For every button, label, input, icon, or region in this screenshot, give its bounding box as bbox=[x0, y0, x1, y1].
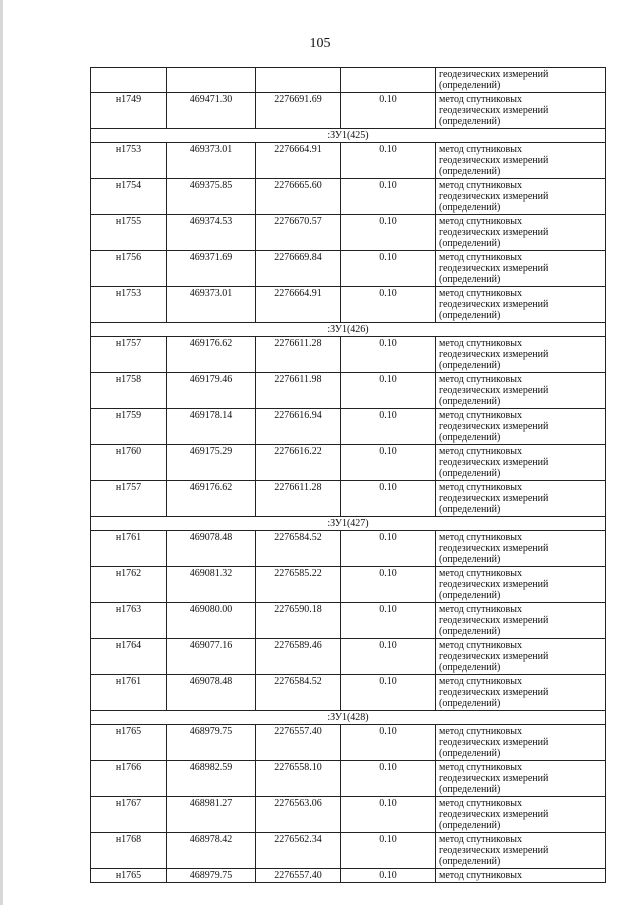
method-line: (определений) bbox=[439, 468, 501, 479]
method-line: (определений) bbox=[439, 274, 501, 285]
point-id-cell: н1765 bbox=[91, 869, 167, 883]
method-line: метод спутниковых bbox=[439, 726, 522, 737]
accuracy-cell: 0.10 bbox=[341, 675, 436, 711]
method-cell bbox=[436, 179, 606, 215]
accuracy-cell: 0.10 bbox=[341, 445, 436, 481]
y-coordinate-cell: 2276589.46 bbox=[256, 639, 341, 675]
x-coordinate-cell: 469373.01 bbox=[167, 143, 256, 179]
accuracy-cell: 0.10 bbox=[341, 373, 436, 409]
method-line: геодезических измерений bbox=[439, 263, 549, 274]
method-cell bbox=[436, 409, 606, 445]
group-label: :ЗУ1(425) bbox=[91, 129, 606, 143]
method-line: метод спутниковых bbox=[439, 798, 522, 809]
method-line: геодезических измерений bbox=[439, 651, 549, 662]
table-row bbox=[91, 531, 606, 567]
method-cell bbox=[436, 797, 606, 833]
method-line: геодезических измерений bbox=[439, 155, 549, 166]
accuracy-cell: 0.10 bbox=[341, 287, 436, 323]
method-cell bbox=[436, 603, 606, 639]
table-row bbox=[91, 603, 606, 639]
point-id-cell: н1762 bbox=[91, 567, 167, 603]
method-cell bbox=[436, 337, 606, 373]
method-line: (определений) bbox=[439, 360, 501, 371]
method-line: геодезических измерений bbox=[439, 227, 549, 238]
method-line: геодезических измерений bbox=[439, 615, 549, 626]
method-line: метод спутниковых bbox=[439, 762, 522, 773]
table-row bbox=[91, 179, 606, 215]
method-line: метод спутниковых bbox=[439, 144, 522, 155]
method-line: метод спутниковых bbox=[439, 640, 522, 651]
method-line: геодезических измерений bbox=[439, 773, 549, 784]
method-cell bbox=[436, 445, 606, 481]
y-coordinate-cell: 2276611.28 bbox=[256, 337, 341, 373]
point-id-cell: н1761 bbox=[91, 531, 167, 567]
table-row bbox=[91, 567, 606, 603]
x-coordinate-cell bbox=[167, 68, 256, 93]
method-line: метод спутниковых bbox=[439, 604, 522, 615]
method-line: (определений) bbox=[439, 80, 501, 91]
accuracy-cell: 0.10 bbox=[341, 337, 436, 373]
x-coordinate-cell: 469176.62 bbox=[167, 337, 256, 373]
method-line: (определений) bbox=[439, 856, 501, 867]
method-line: (определений) bbox=[439, 310, 501, 321]
method-line: (определений) bbox=[439, 748, 501, 759]
table-row bbox=[91, 675, 606, 711]
point-id-cell: н1757 bbox=[91, 337, 167, 373]
accuracy-cell: 0.10 bbox=[341, 725, 436, 761]
group-row bbox=[91, 517, 606, 531]
y-coordinate-cell: 2276611.28 bbox=[256, 481, 341, 517]
y-coordinate-cell: 2276585.22 bbox=[256, 567, 341, 603]
method-cell bbox=[436, 93, 606, 129]
method-line: (определений) bbox=[439, 166, 501, 177]
method-cell bbox=[436, 531, 606, 567]
accuracy-cell: 0.10 bbox=[341, 143, 436, 179]
y-coordinate-cell: 2276616.94 bbox=[256, 409, 341, 445]
x-coordinate-cell: 469175.29 bbox=[167, 445, 256, 481]
method-cell bbox=[436, 761, 606, 797]
accuracy-cell: 0.10 bbox=[341, 797, 436, 833]
method-line: метод спутниковых bbox=[439, 446, 522, 457]
method-line: геодезических измерений bbox=[439, 385, 549, 396]
x-coordinate-cell: 469178.14 bbox=[167, 409, 256, 445]
method-line: (определений) bbox=[439, 432, 501, 443]
point-id-cell: н1756 bbox=[91, 251, 167, 287]
method-cell bbox=[436, 675, 606, 711]
table-row bbox=[91, 215, 606, 251]
method-line: (определений) bbox=[439, 238, 501, 249]
table-row bbox=[91, 833, 606, 869]
y-coordinate-cell: 2276664.91 bbox=[256, 287, 341, 323]
group-row bbox=[91, 129, 606, 143]
point-id-cell: н1763 bbox=[91, 603, 167, 639]
method-line: геодезических измерений bbox=[439, 105, 549, 116]
x-coordinate-cell: 469077.16 bbox=[167, 639, 256, 675]
method-line: (определений) bbox=[439, 396, 501, 407]
method-line: метод спутниковых bbox=[439, 216, 522, 227]
method-cell bbox=[436, 481, 606, 517]
method-line: (определений) bbox=[439, 504, 501, 515]
group-row bbox=[91, 711, 606, 725]
y-coordinate-cell: 2276557.40 bbox=[256, 869, 341, 883]
group-label: :ЗУ1(426) bbox=[91, 323, 606, 337]
table-row bbox=[91, 373, 606, 409]
y-coordinate-cell: 2276664.91 bbox=[256, 143, 341, 179]
scan-edge bbox=[0, 0, 3, 905]
method-line: геодезических измерений bbox=[439, 493, 549, 504]
method-cell bbox=[436, 373, 606, 409]
y-coordinate-cell: 2276670.57 bbox=[256, 215, 341, 251]
y-coordinate-cell: 2276616.22 bbox=[256, 445, 341, 481]
method-line: метод спутниковых bbox=[439, 374, 522, 385]
point-id-cell: н1766 bbox=[91, 761, 167, 797]
method-cell bbox=[436, 725, 606, 761]
method-line: метод спутниковых bbox=[439, 288, 522, 299]
method-line: метод спутниковых bbox=[439, 338, 522, 349]
method-line: геодезических измерений bbox=[439, 845, 549, 856]
table-row bbox=[91, 287, 606, 323]
method-cell bbox=[436, 639, 606, 675]
table-row bbox=[91, 481, 606, 517]
x-coordinate-cell: 469375.85 bbox=[167, 179, 256, 215]
table-row bbox=[91, 93, 606, 129]
page-number: 105 bbox=[309, 36, 331, 51]
table-row bbox=[91, 445, 606, 481]
accuracy-cell bbox=[341, 68, 436, 93]
x-coordinate-cell: 468981.27 bbox=[167, 797, 256, 833]
method-line: (определений) bbox=[439, 662, 501, 673]
x-coordinate-cell: 469078.48 bbox=[167, 675, 256, 711]
accuracy-cell: 0.10 bbox=[341, 869, 436, 883]
group-label: :ЗУ1(428) bbox=[91, 711, 606, 725]
method-cell bbox=[436, 143, 606, 179]
table-row bbox=[91, 639, 606, 675]
table-row bbox=[91, 409, 606, 445]
table-row bbox=[91, 68, 606, 93]
x-coordinate-cell: 469471.30 bbox=[167, 93, 256, 129]
y-coordinate-cell: 2276562.34 bbox=[256, 833, 341, 869]
method-line: (определений) bbox=[439, 698, 501, 709]
point-id-cell: н1765 bbox=[91, 725, 167, 761]
y-coordinate-cell: 2276584.52 bbox=[256, 531, 341, 567]
method-line: геодезических измерений bbox=[439, 299, 549, 310]
method-line: (определений) bbox=[439, 626, 501, 637]
x-coordinate-cell: 469373.01 bbox=[167, 287, 256, 323]
method-line: (определений) bbox=[439, 820, 501, 831]
x-coordinate-cell: 469176.62 bbox=[167, 481, 256, 517]
y-coordinate-cell: 2276584.52 bbox=[256, 675, 341, 711]
point-id-cell: н1753 bbox=[91, 143, 167, 179]
point-id-cell: н1759 bbox=[91, 409, 167, 445]
method-line: метод спутниковых bbox=[439, 252, 522, 263]
accuracy-cell: 0.10 bbox=[341, 833, 436, 869]
method-line: геодезических измерений bbox=[439, 421, 549, 432]
method-line: (определений) bbox=[439, 784, 501, 795]
method-line: метод спутниковых bbox=[439, 180, 522, 191]
method-cell bbox=[436, 215, 606, 251]
group-row bbox=[91, 323, 606, 337]
y-coordinate-cell bbox=[256, 68, 341, 93]
table-row bbox=[91, 337, 606, 373]
table-row bbox=[91, 797, 606, 833]
x-coordinate-cell: 468979.75 bbox=[167, 869, 256, 883]
coordinates-table-body bbox=[91, 68, 606, 883]
method-line: геодезических измерений bbox=[439, 543, 549, 554]
x-coordinate-cell: 469179.46 bbox=[167, 373, 256, 409]
y-coordinate-cell: 2276691.69 bbox=[256, 93, 341, 129]
point-id-cell bbox=[91, 68, 167, 93]
method-cell bbox=[436, 869, 606, 883]
accuracy-cell: 0.10 bbox=[341, 567, 436, 603]
method-line: геодезических измерений bbox=[439, 687, 549, 698]
method-line: геодезических измерений bbox=[439, 737, 549, 748]
point-id-cell: н1757 bbox=[91, 481, 167, 517]
table-row bbox=[91, 761, 606, 797]
method-line: геодезических измерений bbox=[439, 579, 549, 590]
table-row bbox=[91, 725, 606, 761]
x-coordinate-cell: 469374.53 bbox=[167, 215, 256, 251]
accuracy-cell: 0.10 bbox=[341, 251, 436, 287]
method-cell bbox=[436, 567, 606, 603]
point-id-cell: н1753 bbox=[91, 287, 167, 323]
x-coordinate-cell: 469371.69 bbox=[167, 251, 256, 287]
point-id-cell: н1749 bbox=[91, 93, 167, 129]
method-line: метод спутниковых bbox=[439, 410, 522, 421]
point-id-cell: н1760 bbox=[91, 445, 167, 481]
accuracy-cell: 0.10 bbox=[341, 761, 436, 797]
accuracy-cell: 0.10 bbox=[341, 639, 436, 675]
y-coordinate-cell: 2276611.98 bbox=[256, 373, 341, 409]
y-coordinate-cell: 2276590.18 bbox=[256, 603, 341, 639]
method-line: геодезических измерений bbox=[439, 69, 549, 80]
method-line: метод спутниковых bbox=[439, 532, 522, 543]
accuracy-cell: 0.10 bbox=[341, 215, 436, 251]
method-line: метод спутниковых bbox=[439, 568, 522, 579]
method-line: метод спутниковых bbox=[439, 676, 522, 687]
method-cell bbox=[436, 287, 606, 323]
x-coordinate-cell: 469081.32 bbox=[167, 567, 256, 603]
x-coordinate-cell: 469080.00 bbox=[167, 603, 256, 639]
point-id-cell: н1764 bbox=[91, 639, 167, 675]
x-coordinate-cell: 468978.42 bbox=[167, 833, 256, 869]
method-line: (определений) bbox=[439, 590, 501, 601]
y-coordinate-cell: 2276563.06 bbox=[256, 797, 341, 833]
method-line: геодезических измерений bbox=[439, 809, 549, 820]
method-line: метод спутниковых bbox=[439, 870, 522, 881]
point-id-cell: н1761 bbox=[91, 675, 167, 711]
group-label: :ЗУ1(427) bbox=[91, 517, 606, 531]
y-coordinate-cell: 2276665.60 bbox=[256, 179, 341, 215]
table-row bbox=[91, 251, 606, 287]
method-line: (определений) bbox=[439, 202, 501, 213]
method-line: метод спутниковых bbox=[439, 94, 522, 105]
y-coordinate-cell: 2276558.10 bbox=[256, 761, 341, 797]
accuracy-cell: 0.10 bbox=[341, 409, 436, 445]
method-line: (определений) bbox=[439, 554, 501, 565]
accuracy-cell: 0.10 bbox=[341, 603, 436, 639]
coordinates-table bbox=[90, 67, 606, 883]
point-id-cell: н1767 bbox=[91, 797, 167, 833]
method-line: метод спутниковых bbox=[439, 482, 522, 493]
method-cell bbox=[436, 251, 606, 287]
accuracy-cell: 0.10 bbox=[341, 481, 436, 517]
method-cell bbox=[436, 833, 606, 869]
point-id-cell: н1755 bbox=[91, 215, 167, 251]
x-coordinate-cell: 468982.59 bbox=[167, 761, 256, 797]
point-id-cell: н1758 bbox=[91, 373, 167, 409]
method-cell bbox=[436, 68, 606, 93]
method-line: геодезических измерений bbox=[439, 191, 549, 202]
x-coordinate-cell: 468979.75 bbox=[167, 725, 256, 761]
point-id-cell: н1768 bbox=[91, 833, 167, 869]
accuracy-cell: 0.10 bbox=[341, 531, 436, 567]
method-line: (определений) bbox=[439, 116, 501, 127]
y-coordinate-cell: 2276557.40 bbox=[256, 725, 341, 761]
method-line: геодезических измерений bbox=[439, 457, 549, 468]
table-row bbox=[91, 143, 606, 179]
accuracy-cell: 0.10 bbox=[341, 179, 436, 215]
method-line: метод спутниковых bbox=[439, 834, 522, 845]
method-line: геодезических измерений bbox=[439, 349, 549, 360]
point-id-cell: н1754 bbox=[91, 179, 167, 215]
accuracy-cell: 0.10 bbox=[341, 93, 436, 129]
y-coordinate-cell: 2276669.84 bbox=[256, 251, 341, 287]
table-row bbox=[91, 869, 606, 883]
x-coordinate-cell: 469078.48 bbox=[167, 531, 256, 567]
